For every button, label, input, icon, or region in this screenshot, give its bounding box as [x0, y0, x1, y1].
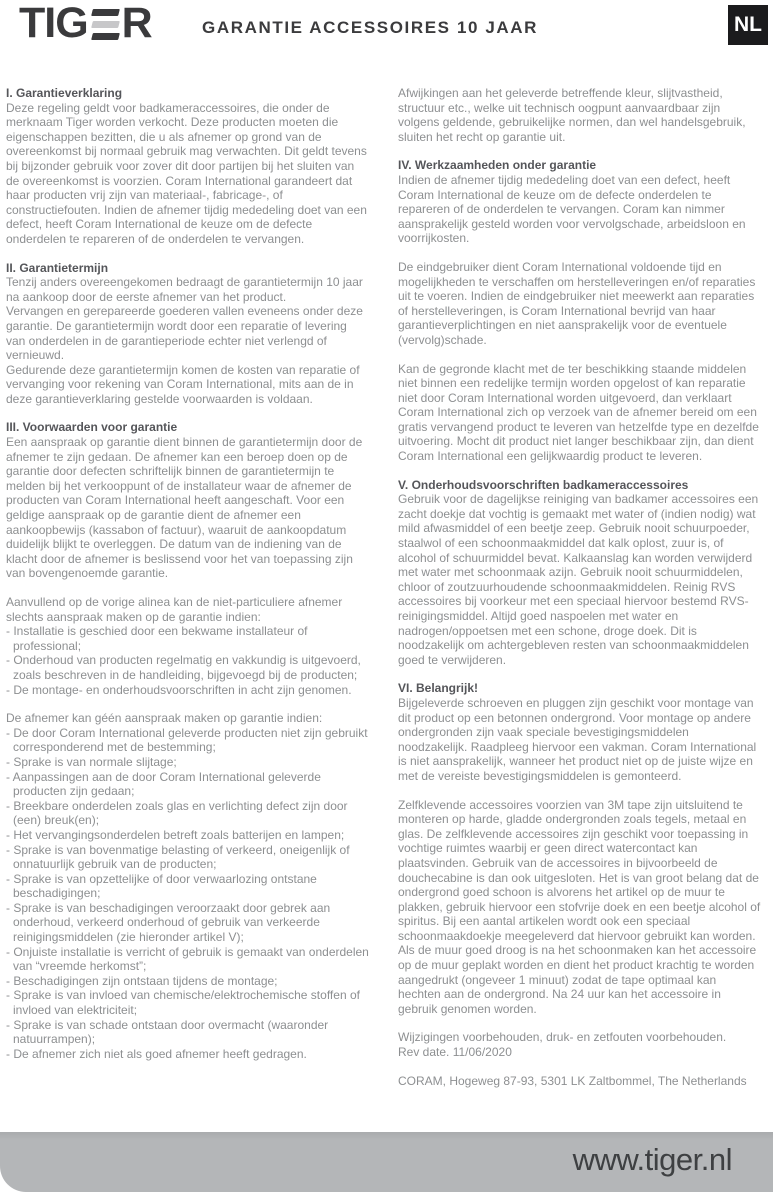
list-item: - Sprake is van invloed van chemische/elektrochemische stoffen of invloed van elektriciteit;: [6, 988, 360, 1018]
document-body: [6, 86, 762, 1088]
list-item: - De door Coram International geleverde producten niet zijn gebruikt corresponderend met de bestemming;: [6, 725, 368, 755]
tiger-logo: [19, 2, 152, 46]
address-line: CORAM, Hogeweg 87-93, 5301 LK Zaltbommel, The Netherlands: [398, 1073, 747, 1088]
list-item: - Onjuiste installatie is verricht of gebruik is gemaakt van onderdelen van “vreemde herkomst”;: [6, 944, 369, 974]
paragraph: Aanvullend op de vorige alinea kan de niet-particuliere afnemer slechts aanspraak maken op de garantie indien:: [6, 595, 343, 624]
heading-belangrijk: VI. Belangrijk!: [398, 681, 479, 696]
heading-voorwaarden-voor-garantie: III. Voorwaarden voor garantie: [6, 420, 178, 435]
paragraph: Gebruik voor de dagelijkse reiniging van badkamer accessoires een zacht doekje dat vochtig is gemaakt met water of (indien nodig) wat mild afwasmiddel of een beetje zeep. Gebruik nooit schuurpoeder, staalwol of een schoonmaakmiddel dat kalk oplost, zuur is, of alcohol of schuurmiddel bevat. Kalkaanslag kan worden verwijderd met water met schoonmaak azijn. Gebruik nooit schuurmiddelen, chloor of zoutzuurhoudende schoonmaakmiddelen. Reinig RVS accessoires bij voorkeur met een speciaal hiervoor bestemd RVS-reinigingsmiddel. Altijd goed naspoelen met water en nadrogen/oppoetsen met een schone, droge doek. Dit is noodzakelijk om achtergebleven resten van schoonmaakmiddelen goed te verwijderen.: [398, 492, 759, 667]
website-url: www.tiger.nl: [572, 1142, 732, 1177]
list-item: - Breekbare onderdelen zoals glas en verlichting defect zijn door (een) breuk(en);: [6, 798, 348, 828]
list-item: - Installatie is geschied door een bekwame installateur of professional;: [6, 624, 308, 653]
list-item: - Aanpassingen aan de door Coram International geleverde producten zijn gedaan;: [6, 769, 321, 799]
heading-garantietermijn: II. Garantietermijn: [6, 260, 109, 275]
list-item: - De montage- en onderhoudsvoorschriften in acht zijn genomen.: [6, 682, 352, 697]
list-item: - Sprake is van opzettelijke of door verwaarlozing ontstane beschadigingen;: [6, 871, 317, 901]
heading-werkzaamheden-onder-garantie: IV. Werkzaamheden onder garantie: [398, 158, 597, 173]
language-badge: [728, 5, 768, 45]
list-item: - Sprake is van beschadigingen veroorzaakt door gebrek aan onderhoud, verkeerd onderhoud of gebruik van verkeerde reinigingsmiddelen (zie hieronder artikel V);: [6, 900, 331, 945]
list-item: - Sprake is van normale slijtage;: [6, 754, 177, 769]
right-column: [398, 86, 761, 1088]
paragraph: Deze regeling geldt voor badkameraccessoires, die onder de merknaam Tiger worden verkocht. Deze producten moeten die eigenschappen bezitten, die u als afnemer op grond van de overeenkomst bij normaal gebruik mag verwachten. Dit geldt tevens bij bijzonder gebruik voor zover dit door partijen bij het sluiten van de overeenkomst is voorzien. Coram International garandeert dat haar producten vrij zijn van materiaal-, fabricage-, of constructiefouten. Indien de afnemer tijdig mededeling doet van een defect, heeft Coram International de keuze om de defecte onderdelen te repareren of de onderdelen te vervangen.: [6, 100, 367, 246]
list-item: - Sprake is van schade ontstaan door overmacht (waaronder natuurrampen);: [6, 1017, 329, 1047]
paragraph: Vervangen en gerepareerde goederen vallen eveneens onder deze garantie. De garantietermijn wordt door een reparatie of levering van onderdelen in de garantieperiode echter niet verlengd of vernieuwd.: [6, 304, 363, 363]
paragraph: Kan de gegronde klacht met de ter beschikking staande middelen niet binnen een redelijke termijn worden opgelost of kan reparatie niet door Coram International worden uitgevoerd, dan verklaart Coram International zich op verzoek van de afnemer bereid om een gratis vervangend product te leveren van hetzelfde type en dezelfde uitvoering. Mocht dit product niet langer beschikbaar zijn, dan dient Coram International een gelijkwaardig product te leveren.: [398, 361, 759, 464]
language-badge-label: NL: [734, 13, 762, 36]
logo-letter-r: R: [121, 0, 152, 47]
left-column: [6, 86, 369, 1088]
footer-bar: [0, 1132, 773, 1192]
heading-onderhoudsvoorschriften: V. Onderhoudsvoorschriften badkameraccessoires: [398, 477, 689, 492]
logo-letters-tig: TIG: [19, 0, 88, 47]
page-title: GARANTIE ACCESSOIRES 10 JAAR: [202, 18, 539, 37]
logo-letter-e-bars-icon: [92, 9, 119, 40]
paragraph: Gedurende deze garantietermijn komen de kosten van reparatie of vervanging voor rekening van Coram International, mits aan de in deze garantieverklaring gestelde voorwaarden is voldaan.: [6, 362, 360, 406]
list-item: - De afnemer zich niet als goed afnemer heeft gedragen.: [6, 1046, 307, 1061]
paragraph: Rev date. 11/06/2020: [398, 1045, 512, 1060]
heading-garantieverklaring: I. Garantieverklaring: [6, 86, 123, 100]
list-item: - Beschadigingen zijn ontstaan tijdens de montage;: [6, 973, 278, 988]
paragraph: Wijzigingen voorbehouden, druk- en zetfouten voorbehouden.: [398, 1030, 727, 1045]
list-item: - Onderhoud van producten regelmatig en vakkundig is uitgevoerd, zoals beschreven in de handleiding, bijgevoegd bij de producten;: [6, 653, 361, 682]
list-item: - Sprake is van bovenmatige belasting of verkeerd, oneigenlijk of onnatuurlijk gebruik van de producten;: [6, 842, 350, 872]
paragraph: Bijgeleverde schroeven en pluggen zijn geschikt voor montage van dit product op een betonnen ondergrond. Voor montage op andere ondergronden zijn vaak speciale bevestigingsmiddelen noodzakelijk. Raadpleeg hiervoor een vakman. Coram International is niet aansprakelijk, wanneer het product niet op de juiste wijze en met de vereiste bevestigingsmiddelen is gemonteerd.: [398, 695, 757, 783]
logo-bar-middle: [91, 21, 120, 28]
list-item: - Het vervangingsonderdelen betreft zoals batterijen en lampen;: [6, 827, 345, 842]
paragraph: Een aanspraak op garantie dient binnen de garantietermijn door de afnemer te zijn gedaan. De afnemer kan een beroep doen op de garantie door defecten schriftelijk binnen de garantietermijn te melden bij het verkooppunt of de installateur waar de afnemer de producten van Coram International heeft aangeschaft. Voor een geldige aanspraak op de garantie dient de afnemer een aankoopbewijs (kassabon of factuur), waaruit de aankoopdatum duidelijk blijkt te overleggen. De datum van de indiening van de klacht door de afnemer is beslissend voor het van toepassing zijn van bovengenoemde garantie.: [6, 435, 363, 581]
paragraph: Zelfklevende accessoires voorzien van 3M tape zijn uitsluitend te monteren op harde, gladde ondergronden zoals tegels, metaal en glas. De zelfklevende accessoires zijn geschikt voor toepassing in vochtige ruimtes waarbij er geen direct watercontact kan plaatsvinden. Gebruik van de accessoires in bijvoorbeeld de douchecabine is dan ook uitgesloten. Het is van groot belang dat de ondergrond goed schoon is alvorens het artikel op de muur te plakken, gebruik hiervoor een stofvrije doek en een beetje alcohol of spiritus. Bij een aantal artikelen wordt ook een speciaal schoonmaakdoekje meegeleverd dat hiervoor gebruikt kan worden. Als de muur goed droog is na het schoonmaken kan het accessoire op de muur geplakt worden en dient het product krachtig te worden aangedrukt (ongeveer 1 minuut) zodat de tape optimaal kan hechten aan de ondergrond. Na 24 uur kan het accessoire in gebruik genomen worden.: [398, 797, 761, 1016]
paragraph: Indien de afnemer tijdig mededeling doet van een defect, heeft Coram International de keuze om de defecte onderdelen te repareren of de onderdelen te vervangen. Coram kan nimmer aansprakelijk gesteld worden voor vervolgschade, arbeidsloon en voorrijkosten.: [398, 172, 746, 246]
paragraph: Afwijkingen aan het geleverde betreffende kleur, slijtvastheid, structuur etc., welke uit technisch oogpunt aanvaardbaar zijn volgens geldende, gebruikelijke normen, dan wel handelsgebruik, sluiten het recht op garantie uit.: [398, 86, 746, 144]
paragraph: Tenzij anders overeengekomen bedraagt de garantietermijn 10 jaar na aankoop door de eerste afnemer van het product.: [6, 275, 363, 304]
logo-bar-top: [91, 9, 120, 16]
paragraph: De eindgebruiker dient Coram International voldoende tijd en mogelijkheden te verschaffen om herstelleveringen en/of reparaties uit te voeren. Indien de eindgebruiker niet meewerkt aan reparaties of herstelleveringen, is Coram International bevrijd van haar garantieverplichtingen en niet aansprakelijk voor de eventuele (vervolg)schade.: [398, 259, 756, 347]
paragraph: De afnemer kan géén aanspraak maken op garantie indien:: [6, 711, 323, 726]
logo-bar-bottom: [91, 33, 120, 40]
